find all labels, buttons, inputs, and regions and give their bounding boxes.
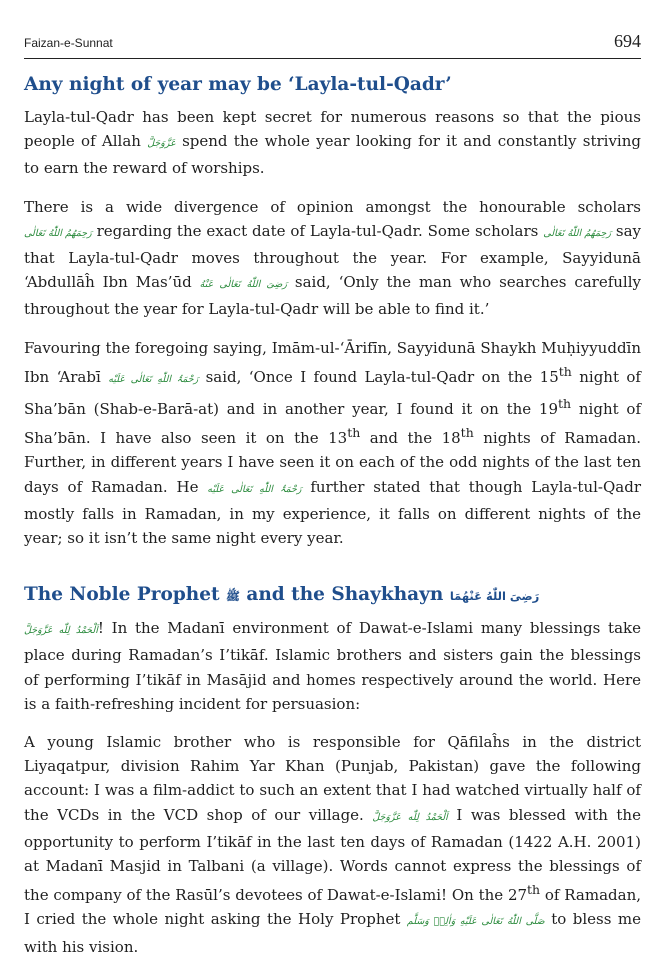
arabic-honorific: رَحْمَۃُ اللّٰهِ تَعَالٰی عَلَیْه <box>207 483 302 495</box>
arabic-honorific: عَزَّوَجَلَّ <box>147 138 176 150</box>
arabic-honorific: رَضِیَ اللّٰهُ عَنْهُمَا <box>449 589 540 604</box>
book-title: Faizan-e-Sunnat <box>24 36 113 50</box>
paragraph-madani-environment: اَلْحَمْدُ لِلّٰه عَزَّوَجَلَّ! In the Madanī environment of Dawat-e-Islami many blessings take place during Ramadan’s I’tikāf. Islamic brothers and sisters gain the blessings of performing I’tikāf in Masājid and homes respectively around the world. Here is a faith-refreshing incident for persuasion: <box>24 619 641 713</box>
arabic-honorific: رَحِمَهُمُ اللّٰهُ تَعَالٰی <box>543 227 611 239</box>
page-content <box>24 72 641 959</box>
paragraph-divergence-of-opinion: There is a wide divergence of opinion amongst the honourable scholars رَحِمَهُمُ اللّٰهُ تَعَالٰی regarding the exact date of Layla-tul-Qadr. Some scholars رَحِمَهُمُ اللّٰهُ تَعَالٰی say that Layla-tul-Qadr moves throughout the year. For example, Sayyidunā ‘Abdullāĥ Ibn Mas’ūd رَضِیَ اللّٰهُ تَعَالٰی عَنْهُ said, ‘Only the man who searches carefully throughout the year for Layla-tul-Qadr will be able to find it.’ <box>24 197 641 319</box>
paragraph-ibn-arabi-saying: Favouring the foregoing saying, Imām-ul-‘Ārifīn, Sayyidunā Shaykh Muḥiyyuddīn Ibn ‘Arabī رَحْمَۃُ اللّٰهِ تَعَالٰی عَلَیْه said, ‘Once I found Layla-tul-Qadr on the 15th night of Sha’bān (Shab-e-Barā-at) and in another year, I found it on the 19th night of Sha’bān. I have also seen it on the 13th and the 18th nights of Ramadan. Further, in different years I have seen it on each of the odd nights of the last ten days of Ramadan. He رَحْمَۃُ اللّٰهِ تَعَالٰی عَلَیْه further stated that though Layla-tul-Qadr mostly falls in Ramadan, in my experience, it falls on different nights of the year; so it isn’t the same night every year. <box>24 338 641 548</box>
arabic-honorific: رَحْمَۃُ اللّٰهِ تَعَالٰی عَلَیْه <box>108 373 199 385</box>
arabic-honorific: صَلَّی اللّٰهُ تَعَالٰی عَلَیْهِ وَاٰلِهٖ وَسَلَّم <box>406 916 545 928</box>
arabic-praise: اَلْحَمْدُ لِلّٰه عَزَّوَجَلَّ <box>372 811 448 823</box>
arabic-honorific: رَحِمَهُمُ اللّٰهُ تَعَالٰی <box>24 227 92 239</box>
section-heading-layla-tul-qadr: Any night of year may be ‘Layla-tul-Qadr’ <box>24 74 452 95</box>
arabic-honorific: رَضِیَ اللّٰهُ تَعَالٰی عَنْهُ <box>199 279 287 291</box>
section-heading-noble-prophet: The Noble Prophet ﷺ and the Shaykhayn رَضِیَ اللّٰهُ عَنْهُمَا <box>24 584 540 606</box>
paragraph-young-brother-account: A young Islamic brother who is responsible for Qāfilaĥs in the district Liyaqatpur, division Rahim Yar Khan (Punjab, Pakistan) gave the following account: I was a film-addict to such an extent that I had watched virtually half of the VCDs in the VCD shop of our village. اَلْحَمْدُ لِلّٰه عَزَّوَجَلَّ I was blessed with the opportunity to perform I’tikāf in the last ten days of Ramadan (1422 A.H. 2001) at Madanī Masjid in Talbani (a village). Words cannot express the blessings of the company of the Rasūl’s devotees of Dawat-e-Islami! On the 27th of Ramadan, I cried the whole night asking the Holy Prophet صَلَّی اللّٰهُ تَعَالٰی عَلَیْهِ وَاٰلِهٖ وَسَلَّم to bless me with his vision. <box>24 733 642 956</box>
arabic-praise: اَلْحَمْدُ لِلّٰه عَزَّوَجَلَّ <box>24 625 98 637</box>
paragraph-secret-reasons: Layla-tul-Qadr has been kept secret for numerous reasons so that the pious people of Allah عَزَّوَجَلَّ spend the whole year looking for it and constantly striving to earn the reward of worships. <box>24 108 641 178</box>
page-number: 694 <box>614 31 641 51</box>
running-header <box>24 22 641 59</box>
arabic-honorific: ﷺ <box>226 589 240 604</box>
